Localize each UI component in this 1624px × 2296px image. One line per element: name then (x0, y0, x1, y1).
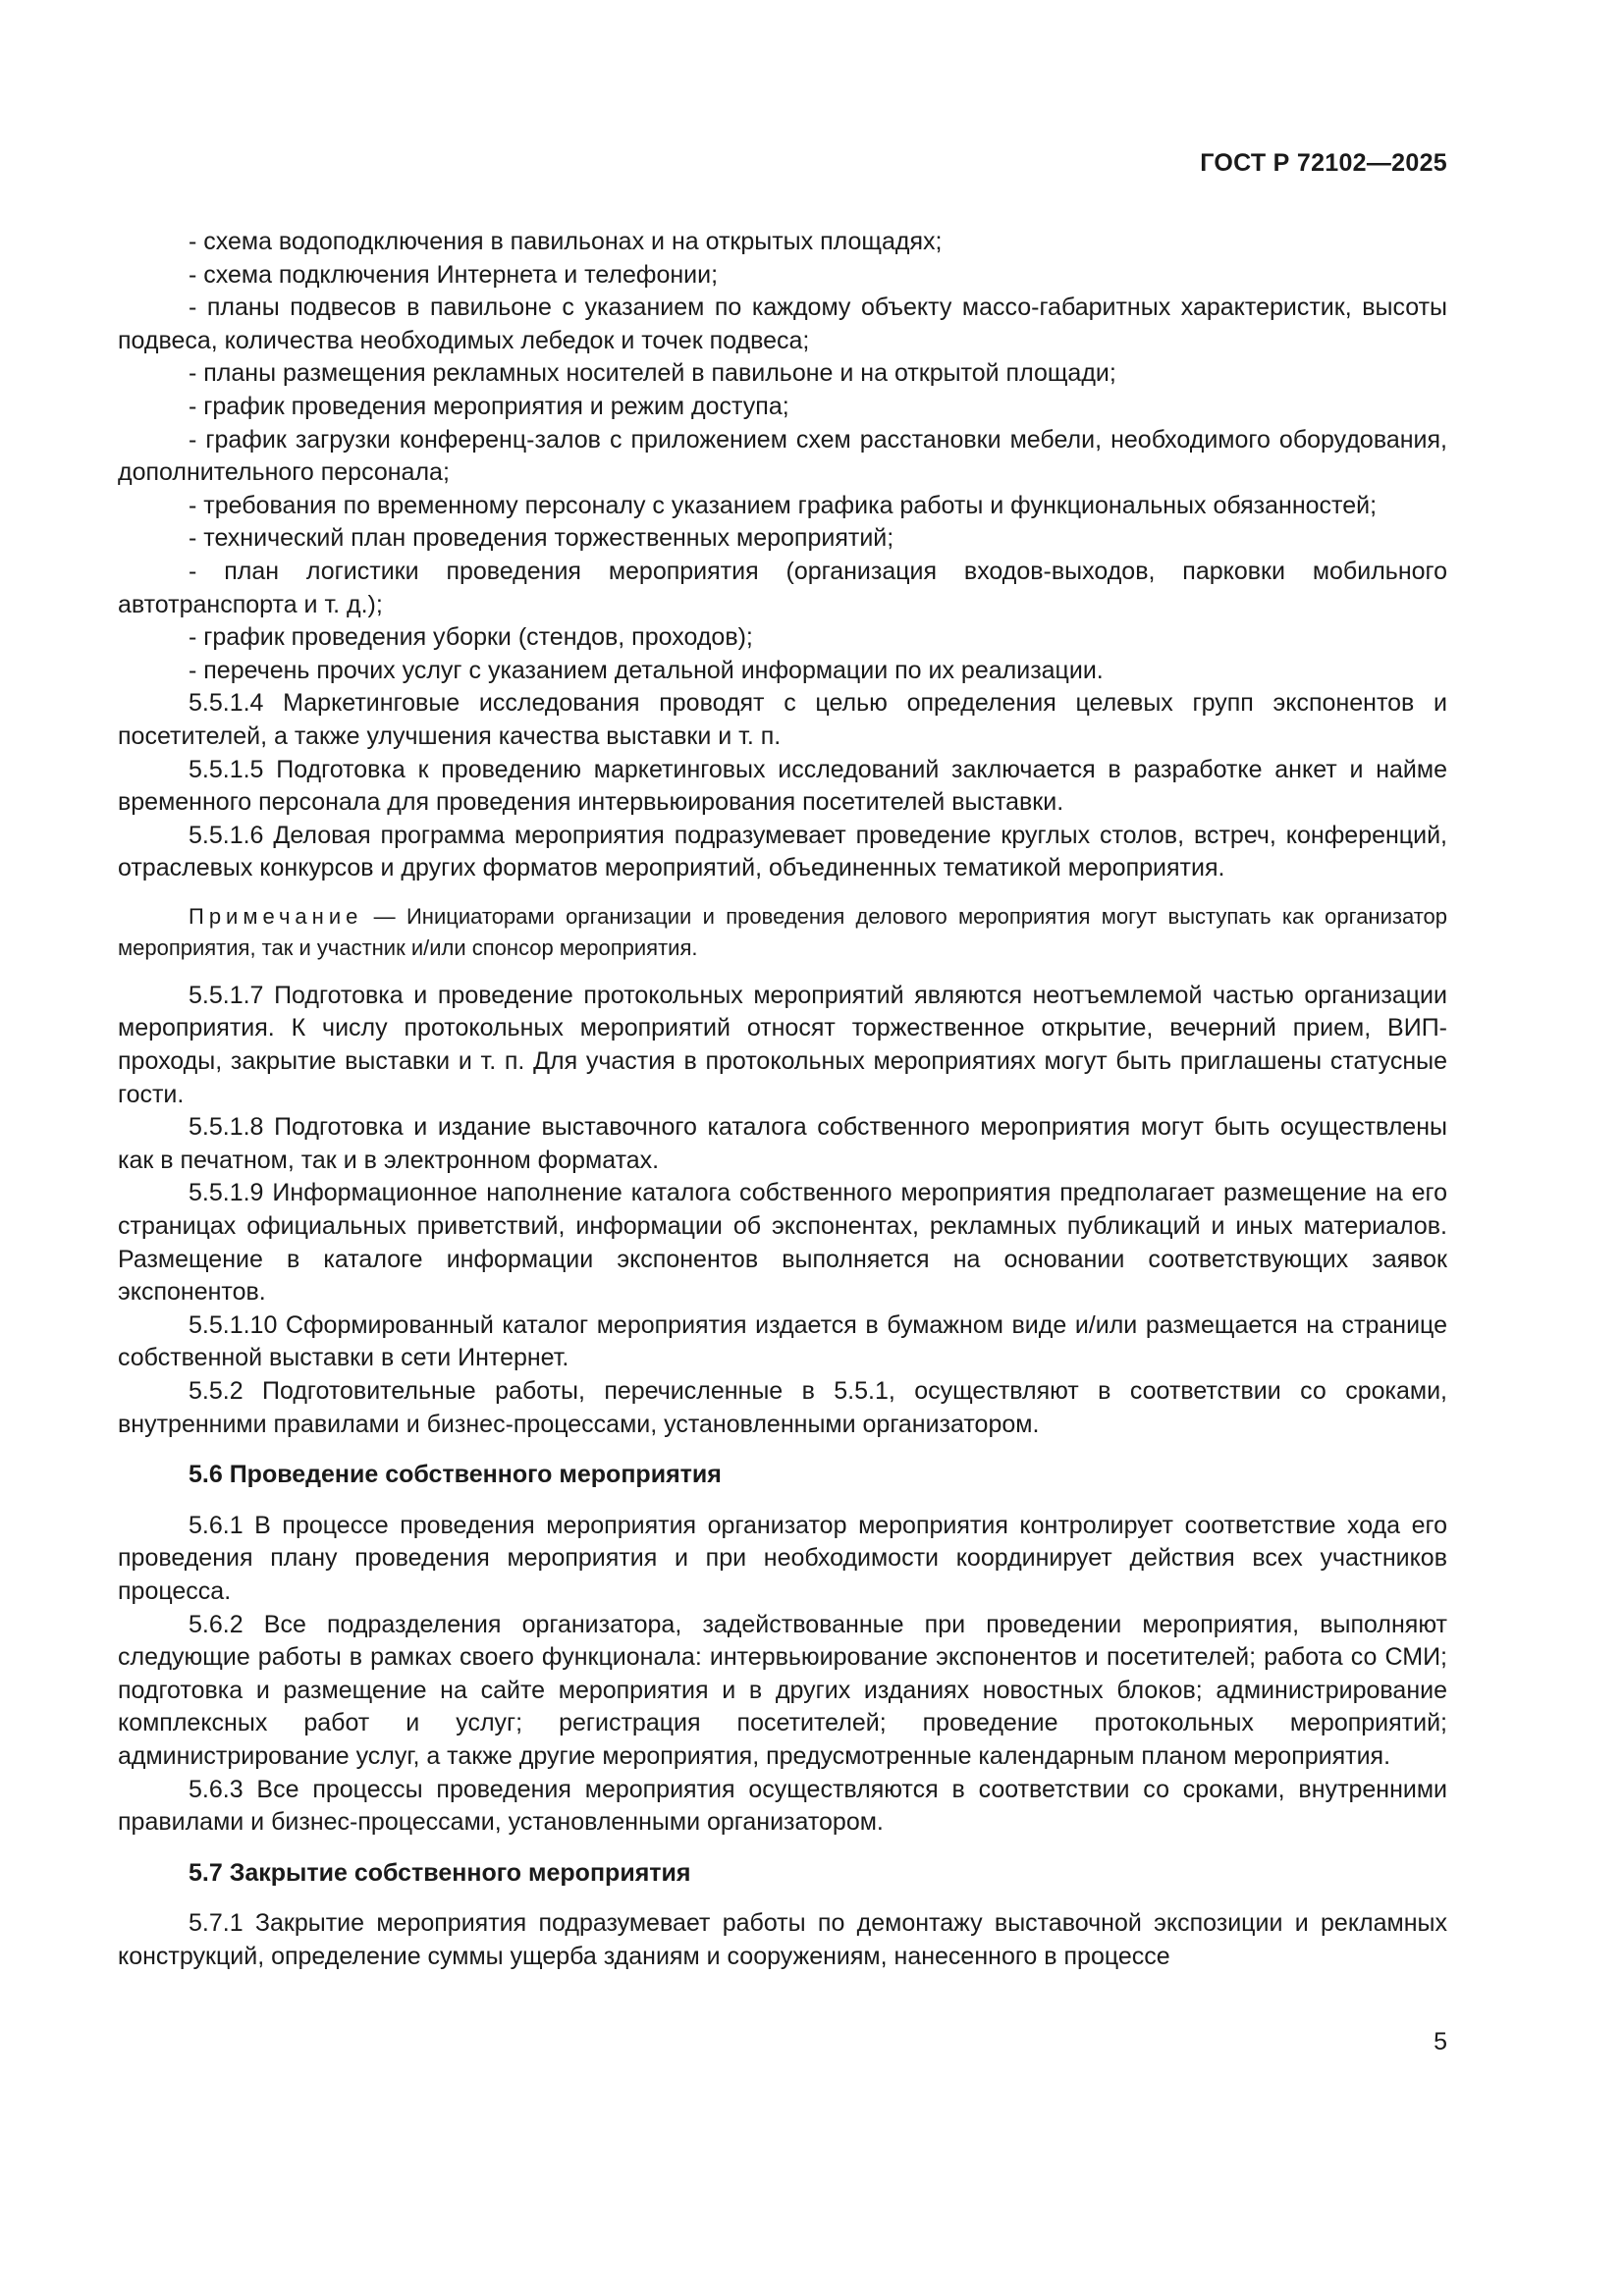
list-item: - планы подвесов в павильоне с указанием по каждому объекту массо-габаритных характеристик, высоты подвеса, количества необходимых лебедок и точек подвеса; (118, 294, 1447, 354)
clause-5-7-1: 5.7.1 Закрытие мероприятия подразумевает работы по демонтажу выставочной экспозиции и рекламных конструкций, определение суммы ущерба зданиям и сооружениям, нанесенного в процессе (118, 1909, 1447, 1970)
clause-5-5-1-7: 5.5.1.7 Подготовка и проведение протокольных мероприятий являются неотъемлемой частью организации мероприятия. К числу протокольных мероприятий относят торжественное открытие, вечерний прием, ВИП-проходы, закрытие выставки и т. п. Для участия в протокольных мероприятиях могут быть приглашены статусные гости. (118, 981, 1447, 1108)
clause-5-5-1-6: 5.5.1.6 Деловая программа мероприятия подразумевает проведение круглых столов, встреч, конференций, отраслевых конкурсов и других форматов мероприятий, объединенных тематикой мероприятия. (118, 821, 1447, 882)
list-item: - график загрузки конференц-залов с приложением схем расстановки мебели, необходимого оборудования, дополнительного персонала; (118, 425, 1447, 487)
clause-5-5-1-5: 5.5.1.5 Подготовка к проведению маркетинговых исследований заключается в разработке анкет и найме временного персонала для проведения интервьюирования посетителей выставки. (118, 755, 1447, 817)
clause-5-5-1-10: 5.5.1.10 Сформированный каталог мероприятия издается в бумажном виде и/или размещается на странице собственной выставки в сети Интернет. (118, 1310, 1447, 1372)
list-item: - технический план проведения торжественных мероприятий; (189, 524, 894, 553)
section-heading-5-6: 5.6 Проведение собственного мероприятия (189, 1461, 722, 1489)
note-block (118, 901, 1447, 964)
list-item: - график проведения мероприятия и режим доступа; (189, 392, 789, 420)
clause-5-5-1-8: 5.5.1.8 Подготовка и издание выставочного каталога собственного мероприятия могут быть осуществлены как в печатном, так и в электронном форматах. (118, 1113, 1447, 1174)
list-item: - план логистики проведения мероприятия (организация входов-выходов, парковки мобильного автотранспорта и т. д.); (118, 557, 1447, 618)
list-item: - схема водоподключения в павильонах и на открытых площадях; (189, 228, 943, 255)
list-item: - требования по временному персоналу с указанием графика работы и функциональных обязанностей; (189, 491, 1378, 519)
clause-5-6-2: 5.6.2 Все подразделения организатора, задействованные при проведении мероприятия, выполняют следующие работы в рамках своего функционала: интервьюирование экспонентов и посетителей; работа со СМИ; подготовка и размещение на сайте мероприятия и в других изданиях новостных блоков; администрирование комплексных работ и услуг; регистрация посетителей; проведение протокольных мероприятий; администрирование услуг, а также другие мероприятия, предусмотренные календарным планом мероприятия. (118, 1610, 1447, 1770)
section-heading-5-7: 5.7 Закрытие собственного мероприятия (189, 1858, 691, 1887)
list-item: - планы размещения рекламных носителей в павильоне и на открытой площади; (189, 359, 1116, 388)
list-item: - перечень прочих услуг с указанием детальной информации по их реализации. (189, 656, 1104, 684)
list-item: - график проведения уборки (стендов, проходов); (189, 623, 753, 652)
clause-5-6-3: 5.6.3 Все процессы проведения мероприятия осуществляются в соответствии со сроками, внутренними правилами и бизнес-процессами, установленными организатором. (118, 1775, 1447, 1837)
standard-id-header: ГОСТ Р 72102—2025 (1200, 149, 1447, 177)
clause-5-5-2: 5.5.2 Подготовительные работы, перечисленные в 5.5.1, осуществляют в соответствии со сроками, внутренними правилами и бизнес-процессами, установленными организатором. (118, 1377, 1447, 1438)
clause-5-6-1: 5.6.1 В процессе проведения мероприятия организатор мероприятия контролирует соответствие хода его проведения плану проведения мероприятия и при необходимости координирует действия всех участников процесса. (118, 1511, 1447, 1605)
document-body (118, 226, 1447, 1974)
clause-5-5-1-4: 5.5.1.4 Маркетинговые исследования проводят с целью определения целевых групп экспонентов и посетителей, а также улучшения качества выставки и т. п. (118, 689, 1447, 750)
clause-5-5-1-9: 5.5.1.9 Информационное наполнение каталога собственного мероприятия предполагает размещение на его страницах официальных приветствий, информации об экспонентах, рекламных публикаций и иных материалов. Размещение в каталоге информации экспонентов выполняется на основании соответствующих заявок экспонентов. (118, 1179, 1447, 1307)
note-label: Примечание (189, 903, 363, 929)
list-item: - схема подключения Интернета и телефонии; (189, 260, 719, 289)
note-text: — Инициаторами организации и проведения делового мероприятия могут выступать как организатор мероприятия, так и участник и/или спонсор мероприятия. (118, 903, 1447, 960)
page-number: 5 (1434, 2028, 1447, 2056)
